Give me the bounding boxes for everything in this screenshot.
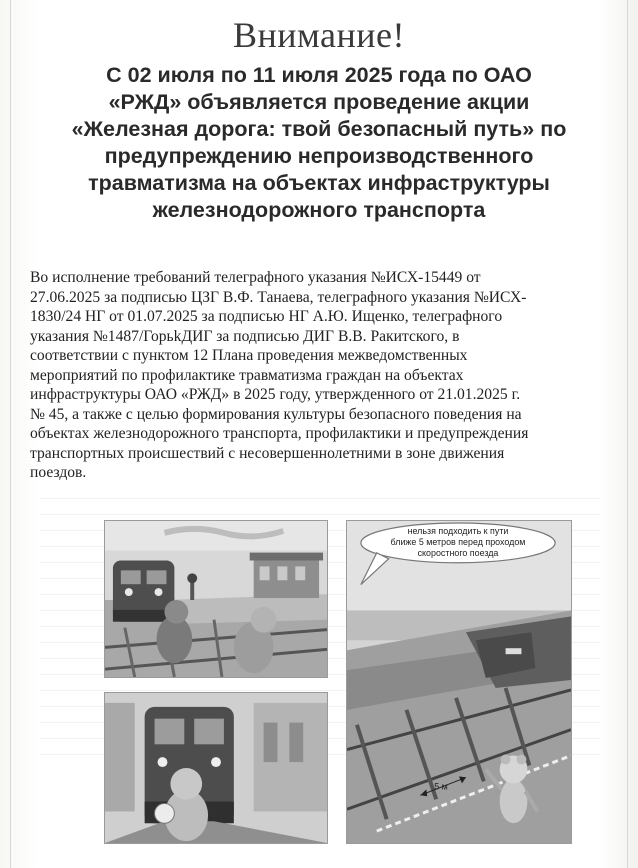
body-line: 27.06.2025 за подписью ЦЗГ В.Ф. Танаева, телеграфного указания №ИСХ-: [30, 288, 527, 306]
headline-line: предупреждению непроизводственного: [104, 144, 534, 168]
body-line: мероприятий по профилактике травматизма граждан на объектах: [30, 366, 464, 384]
body-line: инфраструктуры ОАО «РЖД» в 2025 году, утвержденного от 21.01.2025 г.: [30, 386, 521, 403]
body-line: объектах железнодорожного транспорта, профилактики и предупреждения: [30, 425, 529, 442]
body-line: 1830/24 НГ от 01.07.2025 за подписью НГ А.Ю. Ищенко, телеграфного: [30, 308, 503, 325]
headline: [40, 62, 598, 224]
page-fold-right: [627, 0, 628, 868]
illustration-station-locomotive: [104, 520, 328, 678]
headline-line: С 02 июля по 11 июля 2025 года по ОАО: [106, 63, 532, 87]
speech-bubble-line: ближе 5 метров перед проходом: [390, 536, 526, 547]
illustration-high-speed-train: [346, 520, 572, 844]
illustration-child-locomotive: [104, 692, 328, 844]
headline-line: железнодорожного транспорта: [152, 198, 486, 222]
speech-bubble-line: нельзя подходить к пути: [407, 525, 509, 536]
child-locomotive-drawing: [105, 693, 327, 843]
body-line: соответствии с пунктом 12 Плана проведения межведомственных: [30, 347, 468, 364]
station-scene-drawing: [105, 521, 327, 677]
headline-line: «Железная дорога: твой безопасный путь» по: [71, 117, 567, 141]
speech-bubble-line: скоростного поезда: [417, 547, 499, 558]
body-line: поездов.: [30, 464, 87, 481]
distance-label: 5 м: [434, 781, 448, 792]
headline-line: «РЖД» объявляется проведение акции: [108, 90, 530, 114]
page-fold-left: [10, 0, 11, 868]
body-line: № 45, а также с целью формирования культуры безопасного поведения на: [30, 405, 522, 423]
body-paragraph: [30, 268, 610, 483]
body-line: Во исполнение требований телеграфного указания №ИСХ-15449 от: [30, 269, 481, 286]
body-line: транспортных происшествий с несовершеннолетними в зоне движения: [30, 444, 505, 462]
high-speed-train-drawing: [347, 521, 571, 843]
page-title: Внимание!: [232, 15, 406, 55]
body-line: указания №1487/ГорьkДИГ за подписью ДИГ В.В. Ракитского, в: [30, 327, 460, 345]
headline-line: травматизма на объектах инфраструктуры: [88, 171, 550, 195]
